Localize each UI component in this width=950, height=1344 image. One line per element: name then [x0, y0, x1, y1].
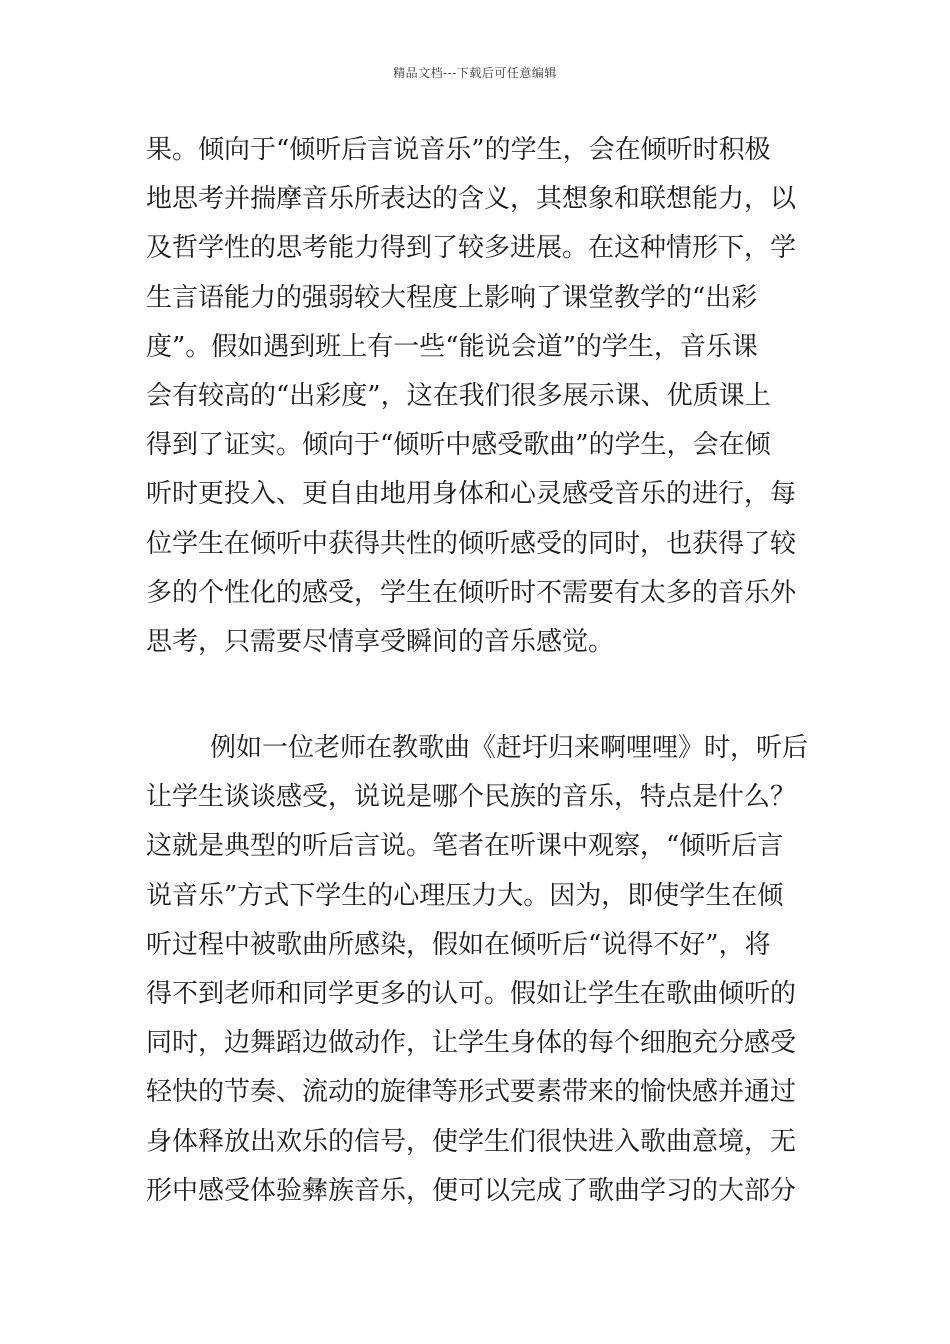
paragraph-line: 身体释放出欢乐的信号，使学生们很快进入歌曲意境，无	[146, 1126, 797, 1157]
paragraph-line: 例如一位老师在教歌曲《赶圩归来啊哩哩》时，听后	[210, 733, 809, 763]
paragraph-line: 轻快的节奏、流动的旋律等形式要素带来的愉快感并通过	[146, 1077, 797, 1108]
paragraph-line: 同时，边舞蹈边做动作，让学生身体的每个细胞充分感受	[146, 1028, 797, 1059]
page-header: 精品文档---下载后可任意编辑	[393, 66, 557, 80]
paragraph-1	[146, 126, 811, 667]
paragraph-line: 说音乐”方式下学生的心理压力大。因为，即使学生在倾	[146, 880, 784, 911]
paragraph-2	[146, 724, 811, 1216]
paragraph-line: 会有较高的“出彩度”，这在我们很多展示课、优质课上	[146, 381, 771, 412]
paragraph-line: 及哲学性的思考能力得到了较多进展。在这种情形下，学	[146, 233, 797, 264]
paragraph-line: 形中感受体验彝族音乐，便可以完成了歌曲学习的大部分	[146, 1175, 797, 1206]
paragraph-line: 位学生在倾听中获得共性的倾听感受的同时，也获得了较	[146, 528, 797, 559]
paragraph-line: 听时更投入、更自由地用身体和心灵感受音乐的进行，每	[146, 479, 797, 510]
paragraph-line: 生言语能力的强弱较大程度上影响了课堂教学的“出彩	[146, 282, 758, 313]
paragraph-line: 多的个性化的感受，学生在倾听时不需要有太多的音乐外	[146, 577, 797, 608]
paragraph-line: 得不到老师和同学更多的认可。假如让学生在歌曲倾听的	[146, 979, 797, 1010]
paragraph-line: 这就是典型的听后言说。笔者在听课中观察，“倾听后言	[146, 831, 784, 862]
paragraph-line: 果。倾向于“倾听后言说音乐”的学生，会在倾听时积极	[146, 135, 771, 165]
paragraph-line: 得到了证实。倾向于“倾听中感受歌曲”的学生，会在倾	[146, 430, 771, 461]
paragraph-line: 地思考并揣摩音乐所表达的含义，其想象和联想能力，以	[146, 184, 797, 215]
paragraph-line: 让学生谈谈感受，说说是哪个民族的音乐，特点是什么？	[146, 782, 797, 813]
paragraph-line: 度”。假如遇到班上有一些“能说会道”的学生，音乐课	[146, 331, 758, 362]
paragraph-line: 思考，只需要尽情享受瞬间的音乐感觉。	[146, 627, 615, 658]
paragraph-line: 听过程中被歌曲所感染，假如在倾听后“说得不好”，将	[146, 929, 771, 960]
